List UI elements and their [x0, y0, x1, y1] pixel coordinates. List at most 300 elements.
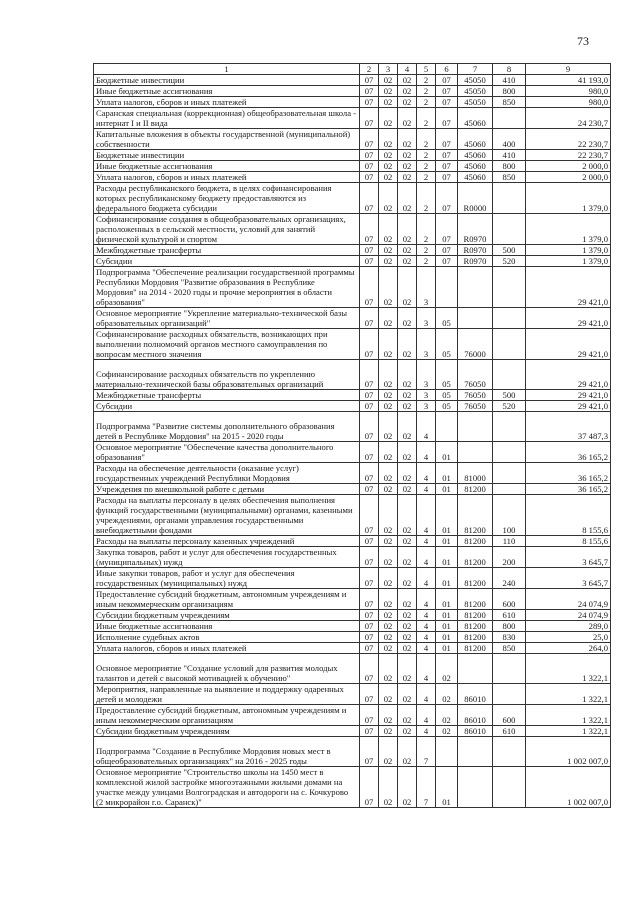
program-code-cell: 02: [398, 412, 417, 442]
subsection-code-cell: 02: [379, 214, 398, 245]
row-label-cell: Иные бюджетные ассигнования: [94, 86, 360, 97]
table-row: [94, 129, 611, 150]
table-row: [94, 161, 611, 172]
subprogram-code-cell: 4: [417, 589, 436, 610]
section-code-cell: 07: [360, 329, 379, 360]
event-code-cell: 02: [436, 726, 458, 737]
event-code-cell: 01: [436, 632, 458, 643]
section-code-cell: 07: [360, 172, 379, 183]
subprogram-code-cell: 2: [417, 129, 436, 150]
direction-code-cell: [458, 654, 493, 684]
section-code-cell: 07: [360, 547, 379, 568]
subsection-code-cell: 02: [379, 610, 398, 621]
event-code-cell: 07: [436, 245, 458, 256]
direction-code-cell: 81200: [458, 536, 493, 547]
row-label-cell: Закупка товаров, работ и услуг для обеспечения государственных (муниципальных) нужд: [94, 547, 360, 568]
program-code-cell: 02: [398, 442, 417, 463]
program-code-cell: 02: [398, 654, 417, 684]
subsection-code-cell: 02: [379, 726, 398, 737]
subsection-code-cell: 02: [379, 643, 398, 654]
event-code-cell: 01: [436, 610, 458, 621]
subsection-code-cell: 02: [379, 767, 398, 808]
subsection-code-cell: 02: [379, 256, 398, 267]
expense-type-cell: 410: [493, 75, 526, 86]
direction-code-cell: 45050: [458, 75, 493, 86]
row-label-cell: Иные бюджетные ассигнования: [94, 621, 360, 632]
subprogram-code-cell: 2: [417, 183, 436, 214]
event-code-cell: 01: [436, 484, 458, 495]
subsection-code-cell: 02: [379, 737, 398, 767]
amount-cell: 3 645,7: [526, 547, 611, 568]
table-row: [94, 767, 611, 808]
column-header: 1: [94, 64, 360, 75]
amount-cell: 1 322,1: [526, 705, 611, 726]
direction-code-cell: 81200: [458, 643, 493, 654]
expense-type-cell: [493, 737, 526, 767]
direction-code-cell: 76050: [458, 390, 493, 401]
expense-type-cell: [493, 442, 526, 463]
row-label-cell: Предоставление субсидий бюджетным, автономным учреждениям и иным некоммерческим организациям: [94, 589, 360, 610]
event-code-cell: 05: [436, 329, 458, 360]
table-row: [94, 726, 611, 737]
table-row: [94, 86, 611, 97]
program-code-cell: 02: [398, 621, 417, 632]
direction-code-cell: [458, 412, 493, 442]
amount-cell: 980,0: [526, 97, 611, 108]
expense-type-cell: [493, 329, 526, 360]
expense-type-cell: 110: [493, 536, 526, 547]
amount-cell: 36 165,2: [526, 442, 611, 463]
subprogram-code-cell: 4: [417, 705, 436, 726]
program-code-cell: 02: [398, 214, 417, 245]
subsection-code-cell: 02: [379, 589, 398, 610]
subprogram-code-cell: 3: [417, 308, 436, 329]
expense-type-cell: [493, 767, 526, 808]
subprogram-code-cell: 4: [417, 536, 436, 547]
program-code-cell: 02: [398, 684, 417, 705]
subsection-code-cell: 02: [379, 75, 398, 86]
row-label-cell: Предоставление субсидий бюджетным, автономным учреждениям и иным некоммерческим организациям: [94, 705, 360, 726]
section-code-cell: 07: [360, 412, 379, 442]
subsection-code-cell: 02: [379, 484, 398, 495]
amount-cell: 8 155,6: [526, 536, 611, 547]
amount-cell: 1 002 007,0: [526, 767, 611, 808]
section-code-cell: 07: [360, 86, 379, 97]
subsection-code-cell: 02: [379, 129, 398, 150]
direction-code-cell: 81000: [458, 463, 493, 484]
subsection-code-cell: 02: [379, 267, 398, 308]
table-row: [94, 267, 611, 308]
column-header: 7: [458, 64, 493, 75]
row-label-cell: Субсидии бюджетным учреждениям: [94, 610, 360, 621]
program-code-cell: 02: [398, 737, 417, 767]
expense-type-cell: 500: [493, 245, 526, 256]
program-code-cell: 02: [398, 86, 417, 97]
amount-cell: 29 421,0: [526, 401, 611, 412]
program-code-cell: 02: [398, 245, 417, 256]
direction-code-cell: [458, 767, 493, 808]
section-code-cell: 07: [360, 256, 379, 267]
direction-code-cell: [458, 308, 493, 329]
table-row: [94, 412, 611, 442]
section-code-cell: 07: [360, 183, 379, 214]
subsection-code-cell: 02: [379, 172, 398, 183]
direction-code-cell: 45050: [458, 86, 493, 97]
amount-cell: 1 322,1: [526, 726, 611, 737]
event-code-cell: 07: [436, 161, 458, 172]
subprogram-code-cell: 3: [417, 401, 436, 412]
expense-type-cell: [493, 654, 526, 684]
section-code-cell: 07: [360, 568, 379, 589]
expense-type-cell: [493, 267, 526, 308]
table-row: [94, 632, 611, 643]
amount-cell: 29 421,0: [526, 329, 611, 360]
row-label-cell: Субсидии бюджетным учреждениям: [94, 726, 360, 737]
subprogram-code-cell: 2: [417, 245, 436, 256]
expense-type-cell: 850: [493, 97, 526, 108]
table-row: [94, 97, 611, 108]
expense-type-cell: 800: [493, 86, 526, 97]
section-code-cell: 07: [360, 390, 379, 401]
subsection-code-cell: 02: [379, 536, 398, 547]
event-code-cell: 07: [436, 97, 458, 108]
event-code-cell: 01: [436, 536, 458, 547]
expense-type-cell: 600: [493, 705, 526, 726]
row-label-cell: Основное мероприятие "Строительство школы на 1450 мест в комплексной жилой застройке многоэтажными жилыми домами на участке между улицами Волгоградская и автодороги на с. Кочкурово (2 микрорайон г.о. Саранск)": [94, 767, 360, 808]
row-label-cell: Расходы на обеспечение деятельности (оказание услуг) государственных учреждений Республики Мордовия: [94, 463, 360, 484]
table-row: [94, 621, 611, 632]
event-code-cell: 07: [436, 172, 458, 183]
subprogram-code-cell: 4: [417, 684, 436, 705]
table-row: [94, 643, 611, 654]
subsection-code-cell: 02: [379, 161, 398, 172]
table-row: [94, 108, 611, 129]
table-row: [94, 75, 611, 86]
direction-code-cell: [458, 267, 493, 308]
row-label-cell: Учреждения по внешкольной работе с детьми: [94, 484, 360, 495]
event-code-cell: 01: [436, 568, 458, 589]
subprogram-code-cell: 4: [417, 547, 436, 568]
table-row: [94, 172, 611, 183]
subprogram-code-cell: 4: [417, 621, 436, 632]
row-label-cell: Основное мероприятие "Создание условий для развития молодых талантов и детей с высокой мотивацией к обучению": [94, 654, 360, 684]
program-code-cell: 02: [398, 589, 417, 610]
expense-type-cell: 600: [493, 589, 526, 610]
amount-cell: 36 165,2: [526, 463, 611, 484]
subprogram-code-cell: 4: [417, 643, 436, 654]
expense-type-cell: [493, 108, 526, 129]
amount-cell: 264,0: [526, 643, 611, 654]
section-code-cell: 07: [360, 654, 379, 684]
program-code-cell: 02: [398, 75, 417, 86]
event-code-cell: 01: [436, 589, 458, 610]
section-code-cell: 07: [360, 463, 379, 484]
expense-type-cell: [493, 684, 526, 705]
event-code-cell: 05: [436, 360, 458, 390]
section-code-cell: 07: [360, 705, 379, 726]
direction-code-cell: 45060: [458, 161, 493, 172]
event-code-cell: 01: [436, 643, 458, 654]
row-label-cell: Подпрограмма "Развитие системы дополнительного образования детей в Республике Мордовия" на 2015 - 2020 годы: [94, 412, 360, 442]
subsection-code-cell: 02: [379, 495, 398, 536]
subprogram-code-cell: 2: [417, 86, 436, 97]
program-code-cell: 02: [398, 495, 417, 536]
row-label-cell: Бюджетные инвестиции: [94, 75, 360, 86]
event-code-cell: 01: [436, 767, 458, 808]
program-code-cell: 02: [398, 172, 417, 183]
event-code-cell: 07: [436, 150, 458, 161]
row-label-cell: Межбюджетные трансферты: [94, 390, 360, 401]
section-code-cell: 07: [360, 75, 379, 86]
table-row: [94, 589, 611, 610]
event-code-cell: 01: [436, 547, 458, 568]
amount-cell: 1 379,0: [526, 245, 611, 256]
subsection-code-cell: 02: [379, 329, 398, 360]
row-label-cell: Иные бюджетные ассигнования: [94, 161, 360, 172]
program-code-cell: 02: [398, 97, 417, 108]
table-row: [94, 568, 611, 589]
column-header: 6: [436, 64, 458, 75]
amount-cell: 2 000,0: [526, 172, 611, 183]
section-code-cell: 07: [360, 484, 379, 495]
program-code-cell: 02: [398, 463, 417, 484]
row-label-cell: Капитальные вложения в объекты государственной (муниципальной) собственности: [94, 129, 360, 150]
section-code-cell: 07: [360, 495, 379, 536]
column-header: 2: [360, 64, 379, 75]
amount-cell: 29 421,0: [526, 390, 611, 401]
program-code-cell: 02: [398, 705, 417, 726]
table-row: [94, 183, 611, 214]
amount-cell: 1 322,1: [526, 654, 611, 684]
section-code-cell: 07: [360, 108, 379, 129]
program-code-cell: 02: [398, 360, 417, 390]
expense-type-cell: 610: [493, 726, 526, 737]
expense-type-cell: 200: [493, 547, 526, 568]
section-code-cell: 07: [360, 767, 379, 808]
budget-table: [93, 63, 611, 808]
row-label-cell: Расходы на выплаты персоналу казенных учреждений: [94, 536, 360, 547]
subsection-code-cell: 02: [379, 568, 398, 589]
expense-type-cell: [493, 183, 526, 214]
program-code-cell: 02: [398, 329, 417, 360]
expense-type-cell: 850: [493, 643, 526, 654]
subsection-code-cell: 02: [379, 97, 398, 108]
amount-cell: 29 421,0: [526, 267, 611, 308]
subprogram-code-cell: 4: [417, 412, 436, 442]
subsection-code-cell: 02: [379, 150, 398, 161]
row-label-cell: Расходы республиканского бюджета, в целях софинансирования которых республиканскому бюджету предоставляются из федерального бюджета субсидии: [94, 183, 360, 214]
program-code-cell: 02: [398, 643, 417, 654]
amount-cell: 41 193,0: [526, 75, 611, 86]
event-code-cell: 01: [436, 621, 458, 632]
subprogram-code-cell: 4: [417, 632, 436, 643]
subprogram-code-cell: 4: [417, 726, 436, 737]
subsection-code-cell: 02: [379, 86, 398, 97]
table-row: [94, 329, 611, 360]
table-row: [94, 256, 611, 267]
table-row: [94, 214, 611, 245]
direction-code-cell: R0970: [458, 214, 493, 245]
subsection-code-cell: 02: [379, 401, 398, 412]
section-code-cell: 07: [360, 536, 379, 547]
row-label-cell: Бюджетные инвестиции: [94, 150, 360, 161]
direction-code-cell: R0000: [458, 183, 493, 214]
amount-cell: 24 074,9: [526, 589, 611, 610]
row-label-cell: Подпрограмма "Создание в Республике Мордовия новых мест в общеобразовательных организациях" на 2016 - 2025 годы: [94, 737, 360, 767]
table-row: [94, 536, 611, 547]
row-label-cell: Иные закупки товаров, работ и услуг для обеспечения государственных (муниципальных) нужд: [94, 568, 360, 589]
subprogram-code-cell: 2: [417, 75, 436, 86]
amount-cell: 1 379,0: [526, 256, 611, 267]
subprogram-code-cell: 2: [417, 97, 436, 108]
section-code-cell: 07: [360, 267, 379, 308]
direction-code-cell: 81200: [458, 495, 493, 536]
direction-code-cell: 81200: [458, 589, 493, 610]
section-code-cell: 07: [360, 589, 379, 610]
subprogram-code-cell: 3: [417, 360, 436, 390]
amount-cell: 1 002 007,0: [526, 737, 611, 767]
direction-code-cell: 76050: [458, 401, 493, 412]
table-row: [94, 705, 611, 726]
program-code-cell: 02: [398, 484, 417, 495]
table-row: [94, 150, 611, 161]
column-header: 5: [417, 64, 436, 75]
expense-type-cell: 400: [493, 129, 526, 150]
direction-code-cell: 76000: [458, 329, 493, 360]
column-header: 4: [398, 64, 417, 75]
event-code-cell: 01: [436, 463, 458, 484]
subsection-code-cell: 02: [379, 308, 398, 329]
amount-cell: 36 165,2: [526, 484, 611, 495]
expense-type-cell: [493, 463, 526, 484]
subsection-code-cell: 02: [379, 654, 398, 684]
row-label-cell: Уплата налогов, сборов и иных платежей: [94, 97, 360, 108]
event-code-cell: 07: [436, 75, 458, 86]
page-number: 73: [577, 34, 589, 48]
program-code-cell: 02: [398, 547, 417, 568]
subprogram-code-cell: 7: [417, 737, 436, 767]
expense-type-cell: [493, 214, 526, 245]
amount-cell: 29 421,0: [526, 360, 611, 390]
expense-type-cell: 520: [493, 256, 526, 267]
section-code-cell: 07: [360, 401, 379, 412]
event-code-cell: 02: [436, 705, 458, 726]
program-code-cell: 02: [398, 568, 417, 589]
row-label-cell: Саранская специальная (коррекционная) общеобразовательная школа - интернат I и II вида: [94, 108, 360, 129]
program-code-cell: 02: [398, 183, 417, 214]
table-row: [94, 360, 611, 390]
column-header: 3: [379, 64, 398, 75]
row-label-cell: Основное мероприятие "Обеспечение качества дополнительного образования": [94, 442, 360, 463]
row-label-cell: Субсидии: [94, 256, 360, 267]
row-label-cell: Исполнение судебных актов: [94, 632, 360, 643]
event-code-cell: 07: [436, 108, 458, 129]
event-code-cell: 05: [436, 401, 458, 412]
expense-type-cell: 410: [493, 150, 526, 161]
direction-code-cell: [458, 442, 493, 463]
amount-cell: 2 000,0: [526, 161, 611, 172]
program-code-cell: 02: [398, 767, 417, 808]
direction-code-cell: 45060: [458, 172, 493, 183]
direction-code-cell: 81200: [458, 610, 493, 621]
section-code-cell: 07: [360, 737, 379, 767]
direction-code-cell: 81200: [458, 547, 493, 568]
section-code-cell: 07: [360, 610, 379, 621]
section-code-cell: 07: [360, 684, 379, 705]
expense-type-cell: 800: [493, 161, 526, 172]
program-code-cell: 02: [398, 390, 417, 401]
subsection-code-cell: 02: [379, 632, 398, 643]
subprogram-code-cell: 2: [417, 161, 436, 172]
subsection-code-cell: 02: [379, 442, 398, 463]
program-code-cell: 02: [398, 308, 417, 329]
table-row: [94, 245, 611, 256]
table-row: [94, 737, 611, 767]
subprogram-code-cell: 4: [417, 442, 436, 463]
subsection-code-cell: 02: [379, 108, 398, 129]
column-header: 9: [526, 64, 611, 75]
direction-code-cell: R0970: [458, 245, 493, 256]
direction-code-cell: 45060: [458, 150, 493, 161]
subsection-code-cell: 02: [379, 360, 398, 390]
program-code-cell: 02: [398, 108, 417, 129]
subsection-code-cell: 02: [379, 705, 398, 726]
row-label-cell: Подпрограмма "Обеспечение реализации государственной программы Республики Мордовия "Развитие образования в Республике Мордовия" на 2014 - 2020 годы и прочие мероприятия в области образования": [94, 267, 360, 308]
event-code-cell: 05: [436, 390, 458, 401]
subsection-code-cell: 02: [379, 463, 398, 484]
table-row: [94, 654, 611, 684]
event-code-cell: 07: [436, 183, 458, 214]
section-code-cell: 07: [360, 150, 379, 161]
table-row: [94, 484, 611, 495]
row-label-cell: Субсидии: [94, 401, 360, 412]
direction-code-cell: 81200: [458, 621, 493, 632]
direction-code-cell: 86010: [458, 726, 493, 737]
table-row: [94, 495, 611, 536]
direction-code-cell: 45050: [458, 97, 493, 108]
amount-cell: 980,0: [526, 86, 611, 97]
subprogram-code-cell: 4: [417, 568, 436, 589]
subprogram-code-cell: 3: [417, 390, 436, 401]
subprogram-code-cell: 2: [417, 150, 436, 161]
expense-type-cell: 240: [493, 568, 526, 589]
column-header: 8: [493, 64, 526, 75]
row-label-cell: Расходы на выплаты персоналу в целях обеспечения выполнения функций государственными (муниципальными) органами, казенными учреждениями, органами управления государственными внебюджетными фондами: [94, 495, 360, 536]
event-code-cell: 07: [436, 214, 458, 245]
row-label-cell: Уплата налогов, сборов и иных платежей: [94, 643, 360, 654]
expense-type-cell: 800: [493, 621, 526, 632]
amount-cell: 22 230,7: [526, 150, 611, 161]
table-row: [94, 547, 611, 568]
row-label-cell: Межбюджетные трансферты: [94, 245, 360, 256]
program-code-cell: 02: [398, 610, 417, 621]
amount-cell: 25,0: [526, 632, 611, 643]
table-row: [94, 463, 611, 484]
expense-type-cell: 830: [493, 632, 526, 643]
event-code-cell: 02: [436, 684, 458, 705]
subprogram-code-cell: 4: [417, 463, 436, 484]
amount-cell: 37 487,3: [526, 412, 611, 442]
section-code-cell: 07: [360, 360, 379, 390]
section-code-cell: 07: [360, 621, 379, 632]
row-label-cell: Софинансирование расходных обязательств, возникающих при выполнении полномочий органов местного самоуправления по вопросам местного значения: [94, 329, 360, 360]
direction-code-cell: [458, 737, 493, 767]
amount-cell: 3 645,7: [526, 568, 611, 589]
program-code-cell: 02: [398, 256, 417, 267]
program-code-cell: 02: [398, 632, 417, 643]
direction-code-cell: 81200: [458, 568, 493, 589]
table-row: [94, 390, 611, 401]
